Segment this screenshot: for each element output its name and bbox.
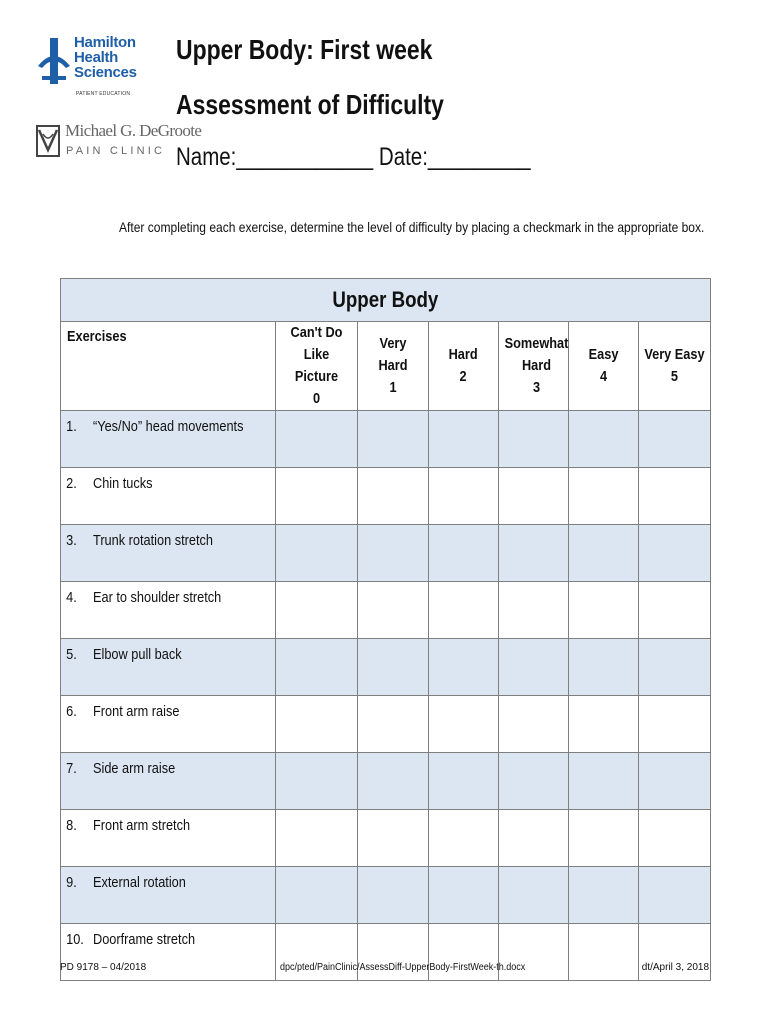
difficulty-checkbox-cell[interactable] (499, 867, 569, 924)
difficulty-checkbox-cell[interactable] (276, 639, 358, 696)
column-header-text: 3 (532, 379, 541, 396)
column-header-text: Easy (588, 346, 619, 363)
difficulty-checkbox-cell[interactable] (499, 582, 569, 639)
logo-tagline: PATIENT EDUCATION (76, 91, 131, 97)
difficulty-checkbox-cell[interactable] (358, 411, 429, 468)
column-header-exercises (61, 322, 276, 411)
table-row (61, 582, 711, 639)
column-header-level (569, 322, 639, 411)
table-row (61, 411, 711, 468)
exercise-cell (61, 753, 276, 810)
logo-line: Michael G. DeGroote (65, 121, 202, 140)
difficulty-checkbox-cell[interactable] (639, 525, 711, 582)
exercise-number: 3. (66, 532, 77, 549)
exercise-cell (61, 639, 276, 696)
exercise-number: 2. (66, 475, 77, 492)
difficulty-checkbox-cell[interactable] (276, 411, 358, 468)
difficulty-checkbox-cell[interactable] (569, 867, 639, 924)
exercise-cell (61, 810, 276, 867)
difficulty-checkbox-cell[interactable] (639, 753, 711, 810)
difficulty-checkbox-cell[interactable] (569, 696, 639, 753)
exercise-name: Doorframe stretch (93, 931, 196, 948)
hamilton-logo-icon (36, 36, 72, 88)
difficulty-checkbox-cell[interactable] (276, 867, 358, 924)
difficulty-checkbox-cell[interactable] (569, 810, 639, 867)
exercise-cell (61, 411, 276, 468)
difficulty-checkbox-cell[interactable] (639, 810, 711, 867)
difficulty-checkbox-cell[interactable] (499, 810, 569, 867)
hamilton-health-sciences-logo (36, 34, 156, 100)
difficulty-checkbox-cell[interactable] (276, 582, 358, 639)
logo-line: Hamilton (74, 34, 136, 51)
difficulty-checkbox-cell[interactable] (276, 753, 358, 810)
exercise-name: Elbow pull back (93, 646, 182, 663)
difficulty-checkbox-cell[interactable] (429, 810, 499, 867)
exercise-cell (61, 696, 276, 753)
column-header-text: Exercises (67, 328, 127, 345)
difficulty-checkbox-cell[interactable] (639, 639, 711, 696)
difficulty-checkbox-cell[interactable] (499, 411, 569, 468)
exercise-name: Side arm raise (93, 760, 176, 777)
difficulty-checkbox-cell[interactable] (569, 639, 639, 696)
difficulty-checkbox-cell[interactable] (569, 924, 639, 981)
column-header-text: Can't Do (290, 324, 343, 341)
difficulty-checkbox-cell[interactable] (499, 753, 569, 810)
difficulty-checkbox-cell[interactable] (358, 753, 429, 810)
column-header-level (276, 322, 358, 411)
column-header-text: Very Hard (378, 335, 408, 374)
difficulty-checkbox-cell[interactable] (499, 525, 569, 582)
exercise-number: 10. (66, 931, 84, 948)
table-row (61, 753, 711, 810)
exercise-number: 1. (66, 418, 77, 435)
column-header-text: Somewhat (504, 335, 569, 352)
exercise-cell (61, 468, 276, 525)
column-header-text: 1 (389, 379, 397, 396)
table-row (61, 639, 711, 696)
difficulty-checkbox-cell[interactable] (276, 468, 358, 525)
exercise-name: Front arm stretch (93, 817, 191, 834)
exercise-number: 9. (66, 874, 77, 891)
difficulty-checkbox-cell[interactable] (358, 582, 429, 639)
difficulty-checkbox-cell[interactable] (429, 411, 499, 468)
footer-date: dt/April 3, 2018 (641, 962, 709, 973)
assessment-table (60, 278, 711, 981)
instructions-text: After completing each exercise, determine the level of difficulty by placing a checkmark in the appropriate box. (119, 219, 705, 235)
difficulty-checkbox-cell[interactable] (499, 696, 569, 753)
exercise-name: Trunk rotation stretch (93, 532, 213, 549)
table-row (61, 525, 711, 582)
difficulty-checkbox-cell[interactable] (639, 696, 711, 753)
column-header-level (639, 322, 711, 411)
page-title: Upper Body: First week (176, 34, 433, 65)
difficulty-checkbox-cell[interactable] (429, 468, 499, 525)
difficulty-checkbox-cell[interactable] (639, 468, 711, 525)
difficulty-checkbox-cell[interactable] (429, 582, 499, 639)
column-header-text: 4 (599, 368, 608, 385)
page-subtitle: Assessment of Difficulty (176, 89, 444, 120)
difficulty-checkbox-cell[interactable] (639, 582, 711, 639)
difficulty-checkbox-cell[interactable] (276, 810, 358, 867)
difficulty-checkbox-cell[interactable] (569, 468, 639, 525)
difficulty-checkbox-cell[interactable] (276, 696, 358, 753)
difficulty-checkbox-cell[interactable] (639, 867, 711, 924)
exercise-name: Front arm raise (93, 703, 180, 720)
difficulty-checkbox-cell[interactable] (358, 810, 429, 867)
difficulty-checkbox-cell[interactable] (276, 525, 358, 582)
difficulty-checkbox-cell[interactable] (429, 696, 499, 753)
logo-line: Sciences (74, 64, 137, 81)
exercise-number: 4. (66, 589, 77, 606)
table-row (61, 867, 711, 924)
column-header-text: Like Picture (294, 346, 339, 385)
column-header-level (429, 322, 499, 411)
column-header-text: 5 (670, 368, 679, 385)
name-date-fields[interactable]: Name:____________ Date:_________ (176, 143, 531, 171)
exercise-cell (61, 525, 276, 582)
column-header-text: 0 (312, 390, 321, 407)
degroote-logo-icon (36, 122, 62, 160)
table-row (61, 810, 711, 867)
table-header-row (61, 322, 711, 411)
difficulty-checkbox-cell[interactable] (569, 753, 639, 810)
difficulty-checkbox-cell[interactable] (569, 582, 639, 639)
exercise-number: 7. (66, 760, 77, 777)
table-row (61, 468, 711, 525)
footer-file-path: dpc/pted/PainClinic/AssessDiff-UpperBody-FirstWeek-th.docx (280, 962, 526, 973)
difficulty-checkbox-cell[interactable] (499, 468, 569, 525)
exercise-cell (61, 867, 276, 924)
difficulty-checkbox-cell[interactable] (358, 639, 429, 696)
difficulty-checkbox-cell[interactable] (639, 411, 711, 468)
difficulty-checkbox-cell[interactable] (358, 525, 429, 582)
column-header-level (358, 322, 429, 411)
exercise-name: External rotation (93, 874, 186, 891)
exercise-cell (61, 582, 276, 639)
column-header-text: 2 (459, 368, 468, 385)
exercise-number: 5. (66, 646, 77, 663)
table-caption: Upper Body (61, 279, 711, 322)
difficulty-checkbox-cell[interactable] (499, 639, 569, 696)
exercise-name: “Yes/No” head movements (93, 418, 244, 435)
column-header-text: Very Easy (644, 346, 705, 363)
column-header-text: Hard (448, 346, 479, 363)
table-row (61, 696, 711, 753)
difficulty-checkbox-cell[interactable] (429, 753, 499, 810)
exercise-number: 8. (66, 817, 77, 834)
difficulty-checkbox-cell[interactable] (429, 525, 499, 582)
difficulty-checkbox-cell[interactable] (358, 468, 429, 525)
degroote-pain-clinic-logo (36, 120, 202, 164)
column-header-text: Hard (521, 357, 552, 374)
difficulty-checkbox-cell[interactable] (569, 525, 639, 582)
logo-line: PAIN CLINIC (66, 145, 166, 157)
footer-form-code: PD 9178 – 04/2018 (60, 962, 147, 973)
difficulty-checkbox-cell[interactable] (358, 867, 429, 924)
logo-line: Health (74, 49, 119, 66)
difficulty-checkbox-cell[interactable] (358, 696, 429, 753)
difficulty-checkbox-cell[interactable] (569, 411, 639, 468)
column-header-level (499, 322, 569, 411)
exercise-number: 6. (66, 703, 77, 720)
exercise-name: Chin tucks (93, 475, 153, 492)
exercise-name: Ear to shoulder stretch (93, 589, 222, 606)
difficulty-checkbox-cell[interactable] (429, 867, 499, 924)
difficulty-checkbox-cell[interactable] (429, 639, 499, 696)
